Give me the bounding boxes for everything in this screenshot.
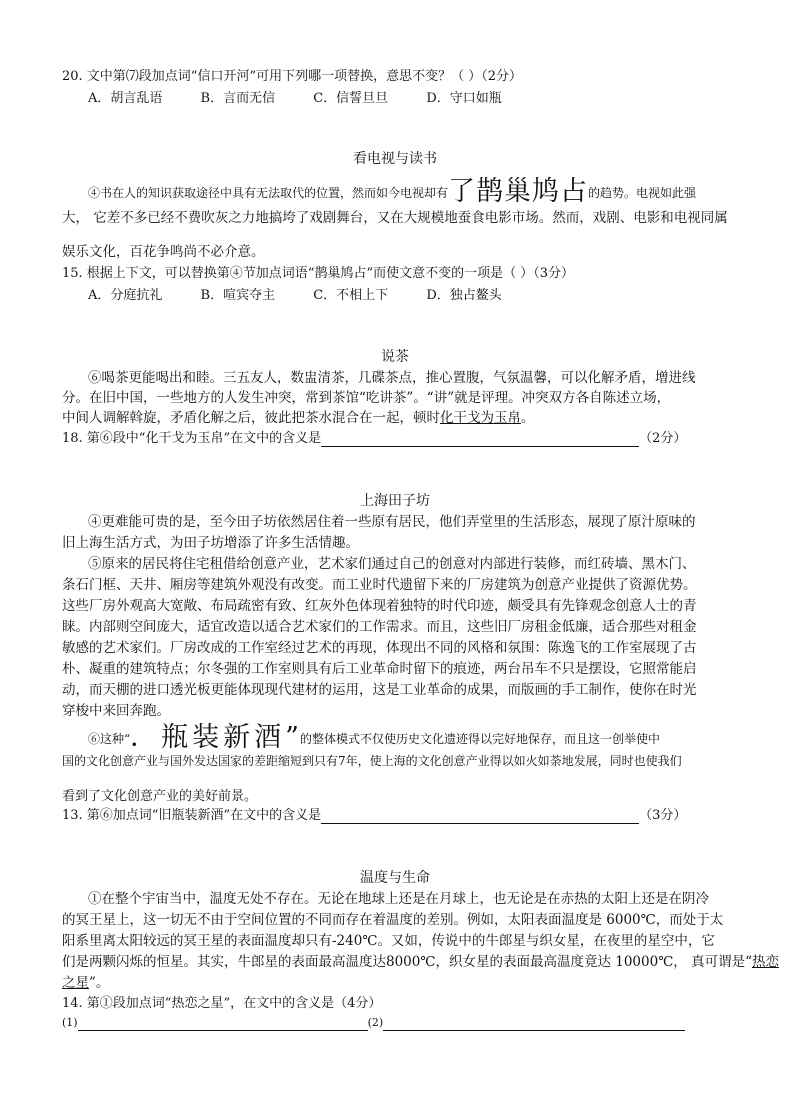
section3-line: 条石门框、天井、厢房等建筑外观没有改变。而工业时代遗留下来的厂房建筑为创意产业提供了资源优势。 (62, 577, 697, 593)
option-c: C．信誓旦旦 (313, 91, 389, 106)
section3-line: 动，而天棚的进口透光板更能体现现代建材的运用，这是工业革命的成果，而版画的手工制作，使你在时光 (62, 682, 697, 698)
section3-line: 这些厂房外观高大宽敞、布局疏密有致、红灰外色体现着独特的时代印迹，颇受具有先锋观念创意人士的青 (62, 598, 697, 614)
highlighted-idiom: 了鹊巢鸠占 (448, 176, 589, 207)
option-a: A．分庭抗礼 (88, 288, 163, 303)
question-20-options (88, 91, 536, 107)
section3-line: 睐。内部则空间庞大，适宜改造以适合艺术家们的工作需求。而且，这些旧厂房租金低廉，适合那些对租金 (62, 619, 697, 635)
section4-line: 的冥王星上，这一切无不由于空间位置的不同而存在着温度的差别。例如，太阳表面温度是 6000℃，而处于太 (62, 912, 724, 928)
section4-line5 (62, 975, 109, 991)
section1-para-start: ④书在人的知识获取途径中具有无法取代的位置，然而如今电视却有 (88, 186, 449, 200)
highlighted-phrase: ．瓶装新酒 (130, 722, 286, 753)
section2-line3-end: 。 (521, 410, 535, 426)
section1-para-line2: 大， 它差不多已经不费吹灰之力地搞垮了戏剧舞台，又在大规模地蚕食电影市场。然而，戏剧、电影和电视同属 (62, 210, 728, 226)
question-18-score: （2分） (639, 431, 687, 446)
section-title-temperature: 温度与生命 (360, 870, 430, 886)
question-13-text: 13. 第⑥加点词“旧瓶装新酒”在文中的含义是 (62, 808, 322, 823)
answer-blank[interactable] (321, 432, 639, 447)
p6-start: ⑥这种“ (88, 732, 131, 746)
question-13-score: （3分） (639, 808, 687, 823)
section3-line: 穿梭中来回奔跑。 (62, 703, 170, 719)
question-15-options (88, 288, 536, 304)
answer-blank[interactable] (321, 809, 639, 824)
p6-end: 的整体模式不仅使历史文化遗迹得以完好地保存，而且这一创举使中 (299, 732, 660, 746)
question-14-blanks (62, 1015, 685, 1031)
question-15: 15. 根据上下文，可以替换第④节加点词语“鹊巢鸠占”而使文意不变的一项是（ ）（3分） (62, 266, 575, 281)
option-d: D．独占鳌头 (426, 288, 502, 303)
section-title-tianzifang: 上海田子坊 (360, 493, 430, 509)
section4-line5-end: ”。 (89, 975, 110, 991)
option-a: A．胡言乱语 (88, 91, 163, 106)
section1-para-end: 的趋势。电视如此强 (588, 186, 697, 200)
underlined-word: 热恋 (752, 954, 779, 970)
question-13 (62, 808, 686, 824)
section3-p6-line1 (88, 720, 660, 754)
option-b: B．言而无信 (200, 91, 276, 106)
option-b: B．喧宾夺主 (200, 288, 276, 303)
underlined-phrase: 化干戈为玉帛 (440, 410, 521, 426)
section2-line2: 分。在旧中国，一些地方的人发生冲突，常到茶馆“吃讲茶”。“讲”就是评理。冲突双方各自陈述立场， (62, 390, 671, 406)
question-18-text: 18. 第⑥段中“化干戈为玉帛”在文中的含义是 (62, 431, 322, 446)
section4-line4-text: 们是两颗闪烁的恒星。其实，牛郎星的表面最高温度达8000℃，织女星的表面最高温度竟达 10000℃， 真可谓是“ (62, 954, 752, 970)
section2-line3-text: 中间人调解斡旋，矛盾化解之后，彼此把茶水混合在一起，顿时 (62, 410, 440, 426)
section3-p6-line2: 国的文化创意产业与国外发达国家的差距缩短到只有7年，使上海的文化创意产业得以如火如荼地发展，同时也使我们 (62, 754, 682, 768)
section4-line4 (62, 954, 779, 970)
section4-line: 阳系里离太阳较远的冥王星的表面温度却只有-240℃。又如，传说中的牛郎星与织女星，在夜里的星空中，它 (62, 933, 715, 949)
section3-line: 旧上海生活方式，为田子坊增添了许多生活情趣。 (62, 535, 359, 551)
section2-line3 (62, 410, 535, 426)
quote-end: ” (285, 722, 300, 753)
section-title-tv-reading: 看电视与读书 (353, 151, 437, 167)
option-c: C．不相上下 (313, 288, 389, 303)
section3-line: 朴、凝重的建筑特点；尔冬强的工作室则具有后工业革命时留下的痕迹，两台吊车不只是摆设，它照常能启 (62, 661, 697, 677)
section1-para-line3: 娱乐文化，百花争鸣尚不必介意。 (62, 244, 265, 260)
question-20: 20. 文中第⑺段加点词“信口开河”可用下列哪一项替换，意思不变？（ ）（2分） (62, 69, 523, 84)
blank-label-1: (1) (62, 1016, 78, 1029)
section3-line: ④更难能可贵的是，至今田子坊依然居住着一些原有居民，他们弄堂里的生活形态，展现了原汁原味的 (88, 514, 696, 530)
answer-blank-2[interactable] (383, 1018, 685, 1031)
section4-line: ①在整个宇宙当中，温度无处不存在。无论在地球上还是在月球上，也无论是在赤热的太阳上还是在阴冷 (88, 891, 709, 907)
section3-line: ⑤原来的居民将住宅租借给创意产业，艺术家们通过自己的创意对内部进行装修，而红砖墙、黑木门、 (88, 556, 696, 572)
option-d: D．守口如瓶 (426, 91, 502, 106)
blank-label-2: (2) (367, 1016, 384, 1029)
answer-blank-1[interactable] (78, 1018, 368, 1031)
section-title-tea: 说茶 (381, 349, 409, 365)
question-14: 14. 第①段加点词“热恋之星”，在文中的含义是（4分） (62, 996, 382, 1011)
question-18 (62, 431, 686, 447)
underlined-word-2: 之星 (62, 975, 89, 991)
section2-line1: ⑥喝茶更能喝出和睦。三五友人，数盅清茶，几碟茶点，推心置腹，气氛温馨，可以化解矛盾，增进线 (88, 370, 696, 386)
section1-para-line1 (88, 176, 697, 207)
section3-line: 敏感的艺术家们。厂房改成的工作室经过艺术的再现，体现出不同的风格和氛围：陈逸飞的工作室展现了古 (62, 640, 697, 656)
section3-p6-line3: 看到了文化创意产业的美好前景。 (62, 789, 258, 804)
